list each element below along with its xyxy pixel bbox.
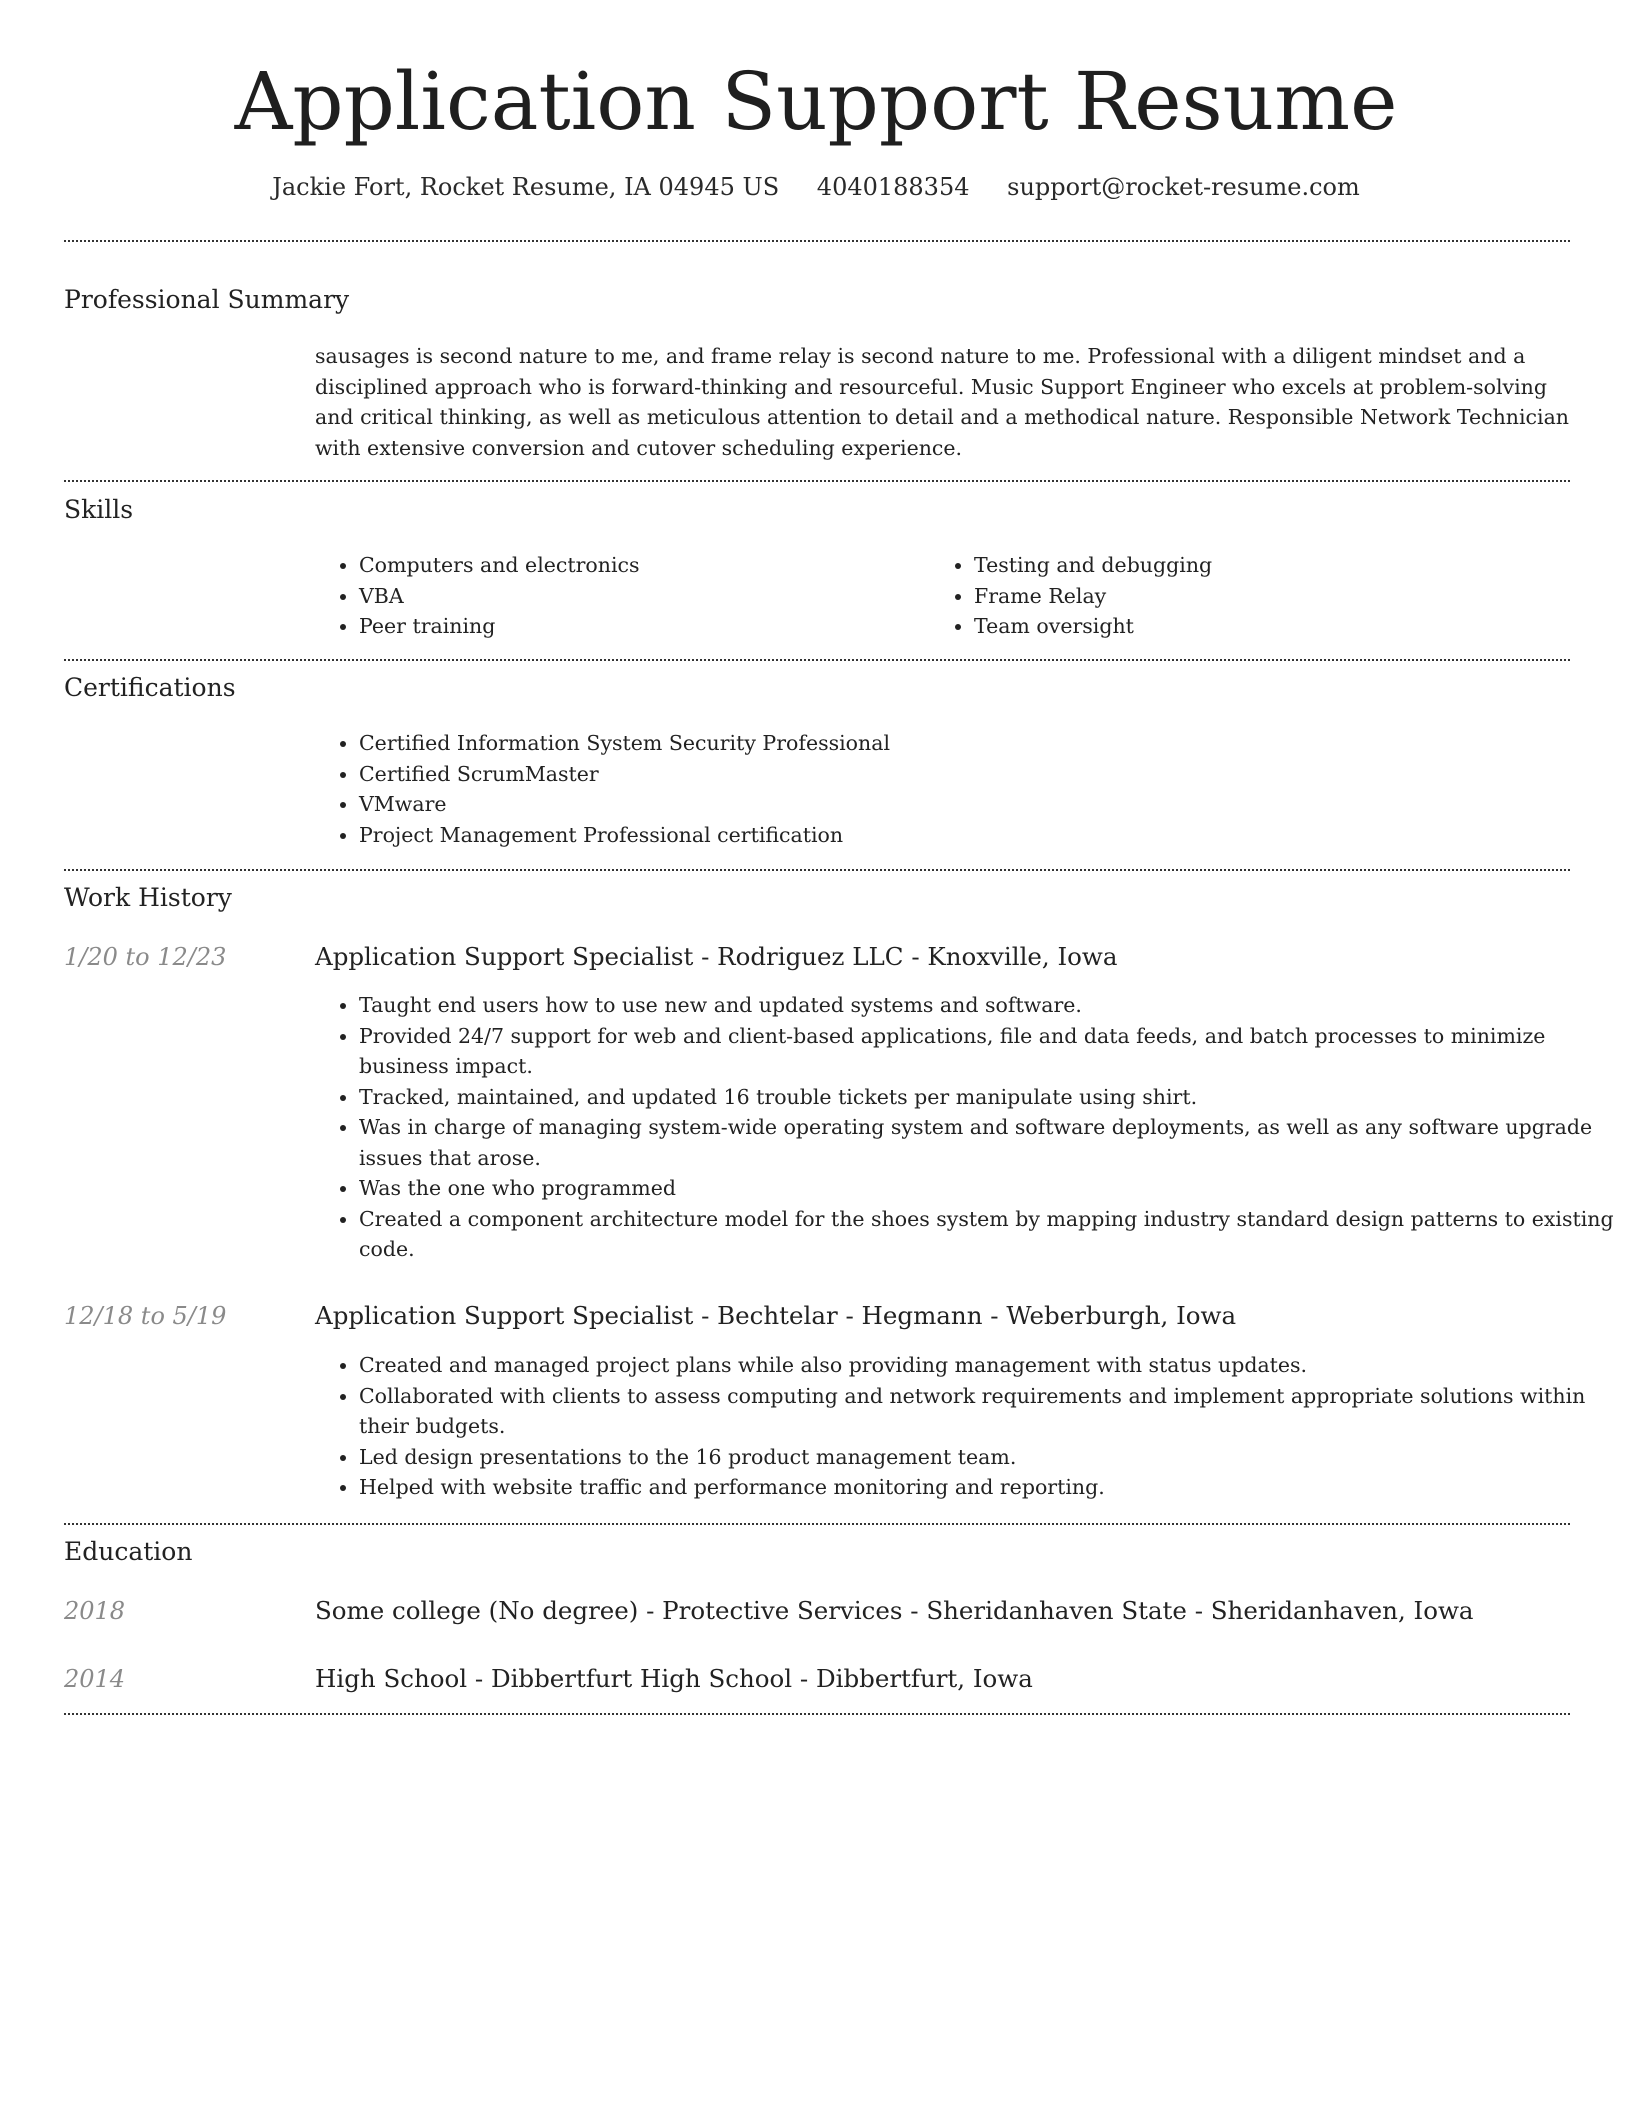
certifications-list — [315, 728, 1614, 850]
job-dates: 1/20 to 12/23 — [64, 943, 227, 971]
job-bullet: • Tracked, maintained, and updated 16 trouble tickets per manipulate using shirt. — [359, 1082, 1614, 1113]
job-bullet: • Was the one who programmed — [359, 1173, 1614, 1204]
job-bullets — [315, 990, 1614, 1265]
job-title: Application Support Specialist — [315, 1301, 694, 1330]
education-school: Dibbertfurt High School — [490, 1664, 793, 1693]
separator: - — [1186, 1596, 1211, 1625]
job-title: Application Support Specialist — [315, 942, 694, 971]
job-dates: 12/18 to 5/19 — [64, 1302, 227, 1330]
contact-email: support@rocket-resume.com — [1007, 173, 1360, 201]
section-divider — [64, 869, 1570, 871]
job-company: Bechtelar - Hegmann — [717, 1301, 983, 1330]
separator: - — [467, 1664, 491, 1693]
education-entry — [315, 1662, 1033, 1696]
page-title: Application Support Resume — [234, 55, 1398, 148]
certification-item: • VMware — [359, 789, 1614, 820]
separator: - — [693, 1301, 718, 1330]
skill-item: • Team oversight — [974, 611, 1574, 642]
education-entry — [315, 1594, 1474, 1628]
section-divider — [64, 1523, 1570, 1525]
summary-text: sausages is second nature to me, and frame relay is second nature to me. Professional with a diligent mindset and a disciplined approach who is forward-thinking and resourceful. Music Support Engineer who excels at problem-solving and critical thinking, as well as meticulous attention to detail and a methodical nature. Responsible Network Technician with extensive conversion and cutover scheduling experience. — [315, 344, 1570, 460]
skill-item: • VBA — [359, 581, 959, 612]
separator: - — [903, 942, 928, 971]
education-degree: High School — [315, 1664, 468, 1693]
separator: - — [693, 942, 718, 971]
job-bullet: • Provided 24/7 support for web and client-based applications, file and data feeds, and batch processes to minimize business impact. — [359, 1021, 1614, 1082]
education-year: 2014 — [64, 1665, 126, 1693]
job-bullets — [315, 1350, 1614, 1503]
skill-item: • Computers and electronics — [359, 550, 959, 581]
certification-item: • Certified Information System Security Professional — [359, 728, 1614, 759]
job-bullet: • Created a component architecture model for the shoes system by mapping industry standard design patterns to existing code. — [359, 1204, 1614, 1265]
education-year: 2018 — [64, 1597, 126, 1625]
certification-item: • Certified ScrumMaster — [359, 759, 1614, 790]
job-location: Knoxville, Iowa — [927, 942, 1118, 971]
summary-heading: Professional Summary — [64, 285, 350, 314]
separator: - — [902, 1596, 927, 1625]
job-header — [315, 1299, 1236, 1333]
education-degree: Some college (No degree) - Protective Services — [315, 1596, 903, 1625]
separator: - — [792, 1664, 816, 1693]
contact-address: Jackie Fort, Rocket Resume, IA 04945 US — [272, 173, 780, 201]
separator: - — [982, 1301, 1007, 1330]
contact-line — [0, 170, 1632, 204]
education-heading: Education — [64, 1537, 193, 1566]
education-location: Dibbertfurt, Iowa — [815, 1664, 1033, 1693]
skills-list-right — [930, 550, 1574, 642]
skill-item: • Testing and debugging — [974, 550, 1574, 581]
job-header — [315, 940, 1118, 974]
section-divider — [64, 240, 1570, 242]
job-bullet: • Helped with website traffic and performance monitoring and reporting. — [359, 1472, 1614, 1503]
certification-item: • Project Management Professional certification — [359, 820, 1614, 851]
job-bullet: • Was in charge of managing system-wide operating system and software deployments, as well as any software upgrade issues that arose. — [359, 1112, 1614, 1173]
job-company: Rodriguez LLC — [717, 942, 904, 971]
skills-list-left — [315, 550, 959, 642]
section-divider — [64, 1713, 1570, 1715]
job-location: Weberburgh, Iowa — [1006, 1301, 1237, 1330]
contact-phone: 4040188354 — [816, 173, 970, 201]
job-bullet: • Taught end users how to use new and updated systems and software. — [359, 990, 1614, 1021]
section-divider — [64, 480, 1570, 482]
education-location: Sheridanhaven, Iowa — [1210, 1596, 1474, 1625]
job-bullet: • Created and managed project plans while also providing management with status updates. — [359, 1350, 1614, 1381]
section-divider — [64, 659, 1570, 661]
job-bullet: • Led design presentations to the 16 product management team. — [359, 1442, 1614, 1473]
job-bullet: • Collaborated with clients to assess computing and network requirements and implement appropriate solutions within their budgets. — [359, 1381, 1614, 1442]
skills-heading: Skills — [64, 495, 134, 524]
skill-item: • Peer training — [359, 611, 959, 642]
work-heading: Work History — [64, 883, 232, 912]
education-school: Sheridanhaven State — [926, 1596, 1187, 1625]
skill-item: • Frame Relay — [974, 581, 1574, 612]
certifications-heading: Certifications — [64, 673, 236, 702]
